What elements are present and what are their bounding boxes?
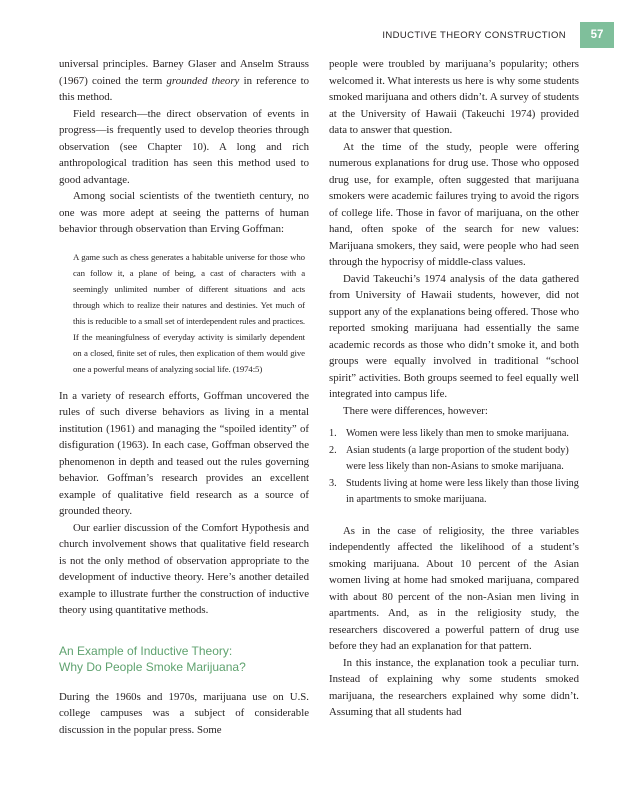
paragraph: In a variety of research efforts, Goffman uncovered the rules of such diverse behaviors as living in a mental institution (1961) and managing the “spoiled identity” of disfiguration (1963). In each case, Goffman observed the phenomenon in depth and teased out the rules governing behavior. Goffman’s research provides an excellent example of qualitative field research as a source of grounded theory. xyxy=(59,389,309,517)
section-heading-line: An Example of Inductive Theory: xyxy=(59,643,233,658)
paragraph: Our earlier discussion of the Comfort Hypothesis and church involvement shows that qualitative field research is not the only method of observation appropriate to the development of inductive theory. Here’s another detailed example to illustrate further the construction of inductive theory using quantitative methods. xyxy=(59,521,309,616)
right-column xyxy=(329,56,579,721)
paragraph: universal principles. Barney Glaser and Anselm Strauss (1967) coined the term grounded theory in reference to this method. xyxy=(59,58,309,103)
section-heading xyxy=(59,643,309,675)
running-head: INDUCTIVE THEORY CONSTRUCTION xyxy=(382,30,566,41)
section-heading-line: Why Do People Smoke Marijuana? xyxy=(59,659,246,674)
list-item: 1. Women were less likely than men to smoke marijuana. xyxy=(329,428,569,439)
emphasis-term: grounded theory xyxy=(166,74,240,87)
block-quote: A game such as chess generates a habitable universe for those who can follow it, a plane of being, a cast of characters with a seemingly unlimited number of different situations and acts through which to realize their natures and destinies. Yet much of this is reducible to a small set of interdependent rules and practices. If the meaningfulness of everyday activity is similarly dependent on a closed, finite set of rules, then explication of them would give one a powerful means of analyzing social life. (1974:5) xyxy=(73,251,305,374)
numbered-list xyxy=(329,426,579,509)
list-item: 3. Students living at home were less likely than those living in apartments to smoke marijuana. xyxy=(329,477,579,505)
paragraph: As in the case of religiosity, the three variables independently affected the likelihood of a student’s smoking marijuana. About 10 percent of the Asian women living at home had smoked marijuana, compared with about 80 percent of the non-Asian men living in apartments. And, as in the religiosity study, the researchers discovered a powerful pattern of drug use before they had an explanation for that pattern. xyxy=(329,524,579,652)
paragraph: Among social scientists of the twentieth century, no one was more adept at seeing the patterns of human behavior through observation than Erving Goffman: xyxy=(59,190,309,235)
paragraph: During the 1960s and 1970s, marijuana use on U.S. college campuses was a subject of considerable discussion in the popular press. Some xyxy=(59,690,309,736)
paragraph: There were differences, however: xyxy=(343,404,488,417)
paragraph: In this instance, the explanation took a peculiar turn. Instead of explaining why some students smoked marijuana, the researchers explained why some didn’t. Assuming that all students had xyxy=(329,656,579,718)
list-item: 2. Asian students (a large proportion of the student body) were less likely than non-Asians to smoke marijuana. xyxy=(329,444,569,472)
paragraph: Field research—the direct observation of events in progress—is frequently used to develop theories through observation (see Chapter 10). A long and rich anthropological tradition has seen this method used to good advantage. xyxy=(59,107,309,186)
page-number: 57 xyxy=(580,22,614,48)
paragraph: people were troubled by marijuana’s popularity; others welcomed it. What interests us here is why some students smoked marijuana and others didn’t. A survey of students at the University of Hawaii (Takeuchi 1974) provided data to answer that question. xyxy=(329,58,579,136)
paragraph: At the time of the study, people were offering numerous explanations for drug use. Those who opposed drug use, for example, often suggested that marijuana smokers were academic failures trying to avoid the rigors of college life. Those in favor of marijuana, on the other hand, often spoke of the search for new values: Marijuana smokers, they said, were people who had seen through the hypocrisy of middle-class values. xyxy=(329,140,579,268)
left-column xyxy=(59,56,309,738)
paragraph: David Takeuchi’s 1974 analysis of the data gathered from University of Hawaii students, however, did not support any of the explanations being offered. Those who reported smoking marijuana had essentially the same academic records as those who didn’t smoke it, and both groups were equally involved in traditional “school spirit” activities. Both groups seemed to feel equally well integrated into campus life. xyxy=(329,272,579,400)
